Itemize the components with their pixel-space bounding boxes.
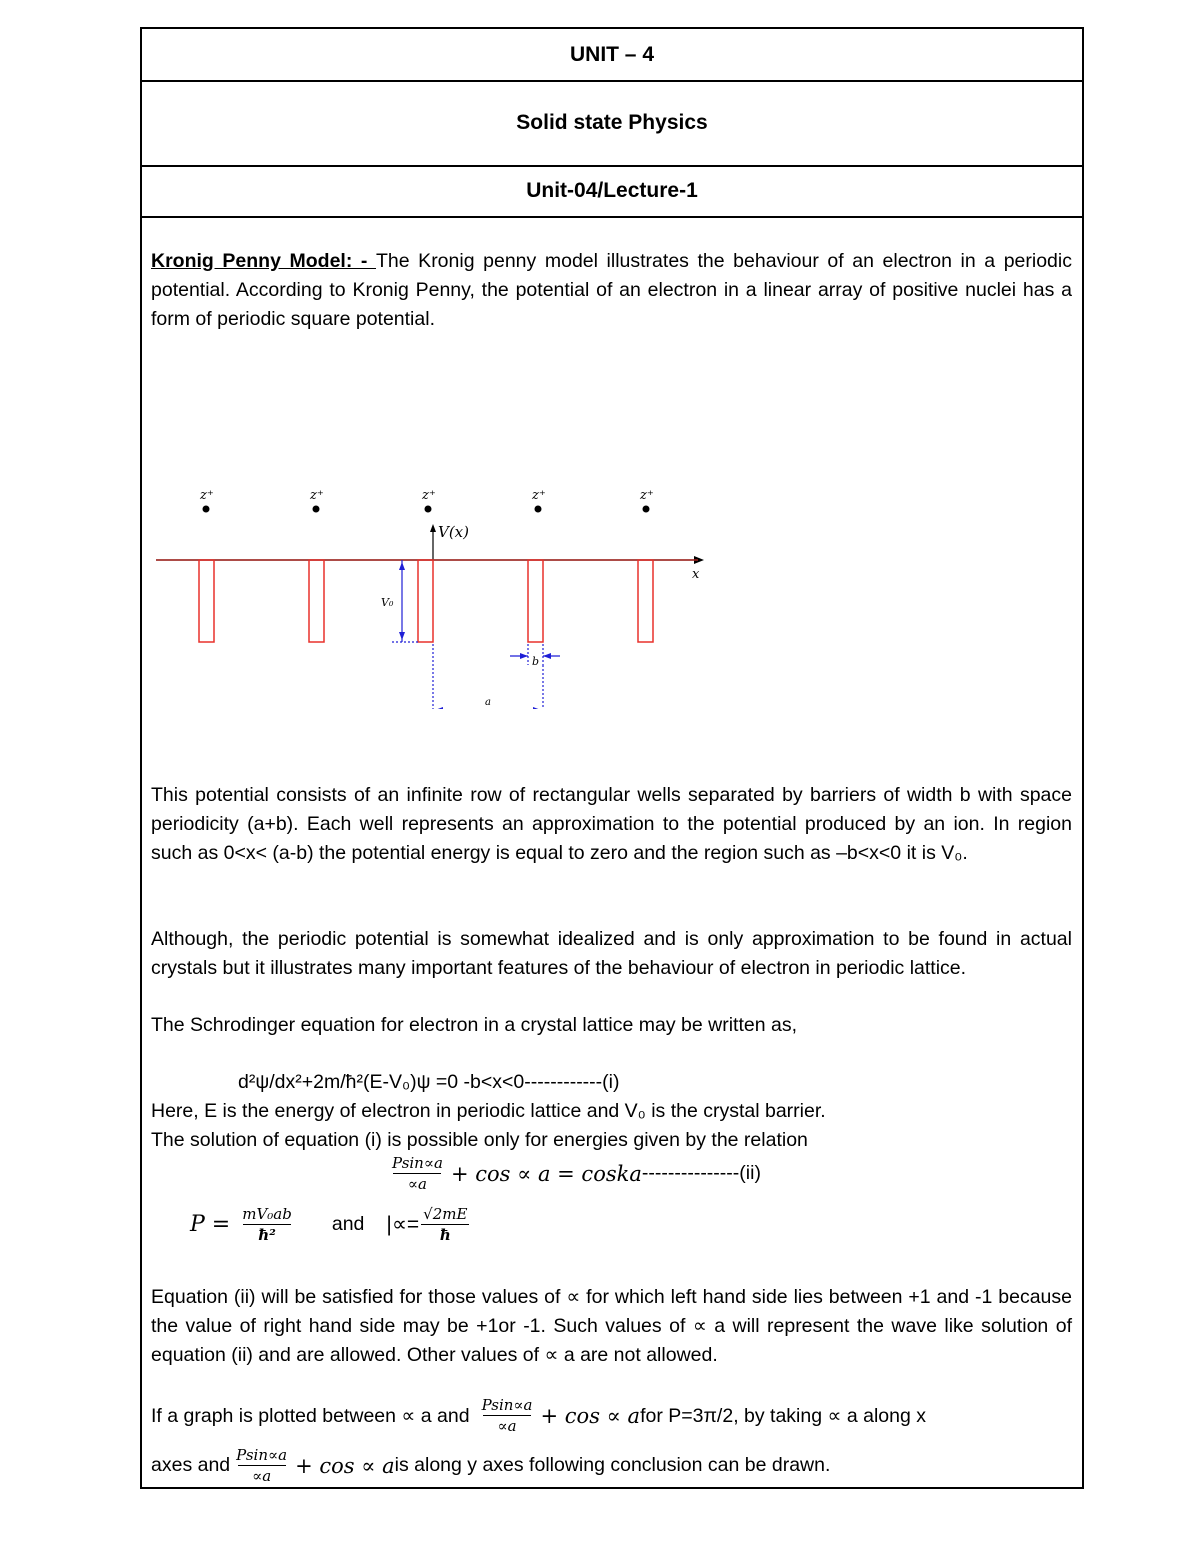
alpha-numerator: √2mE — [423, 1205, 468, 1223]
ion-dot — [643, 506, 650, 513]
alpha-denominator: ħ — [421, 1224, 469, 1245]
width-label: b — [532, 655, 540, 668]
alpha-definition-lhs: |∝= — [386, 1213, 420, 1236]
p-definition-lhs: P = — [190, 1212, 231, 1237]
ion-label: z⁺ — [532, 488, 546, 503]
kronig-penney-diagram — [142, 469, 742, 709]
y-axis-arrow-icon — [430, 524, 436, 532]
well — [418, 560, 433, 642]
ion-label: z⁺ — [310, 488, 324, 503]
lecture-title: Unit-04/Lecture-1 — [142, 165, 1082, 218]
ion-label: z⁺ — [200, 488, 214, 503]
well — [199, 560, 214, 642]
ion-dot — [313, 506, 320, 513]
fraction-denominator: ∝a — [393, 1173, 441, 1194]
final-line-1-fraction — [478, 1395, 537, 1436]
final-line-1-denominator: ∝a — [483, 1415, 531, 1436]
depth-dimension — [392, 560, 418, 642]
potential-wells — [156, 560, 698, 642]
paragraph-allowed-values: Equation (ii) will be satisfied for those values of ∝ for which left hand side lies between +1 and -1 because the value of right hand side may be +1or -1. Such values of ∝ a will represent the wave like solution of equation (ii) and are allowed. Other values of ∝ a are not allowed. — [151, 1286, 1072, 1366]
p-numerator: mV₀ab — [242, 1205, 292, 1223]
paragraph-schrodinger-intro: The Schrodinger equation for electron in a crystal lattice may be written as, — [151, 1014, 797, 1036]
equation-2-tag: ---------------(ii) — [641, 1162, 761, 1184]
definitions-row — [190, 1204, 471, 1245]
intro-paragraph — [151, 247, 1072, 334]
final-line-1-end: for P=3π/2, by taking ∝ a along x — [640, 1404, 926, 1427]
x-axis-label: x — [692, 567, 700, 582]
final-line-1-start: If a graph is plotted between ∝ a and — [151, 1404, 470, 1427]
final-line-2-denominator: ∝a — [238, 1465, 286, 1486]
intro-text: The Kronig penny model illustrates the behaviour of an electron in a periodic potential. According to Kronig Penny, the potential of an electron in a linear array of positive nuclei has a form of periodic square potential. — [151, 250, 1072, 330]
paragraph-solution: The solution of equation (i) is possible only for energies given by the relation — [151, 1129, 808, 1151]
equation-2-fraction — [388, 1153, 447, 1194]
final-line-1-numerator: Psin∝a — [481, 1396, 533, 1414]
ion-dot — [203, 506, 210, 513]
equation-1: d²ψ/dx²+2m/ħ²(E-V₀)ψ =0 -b<x<0------------(i) — [238, 1071, 620, 1093]
p-denominator: ħ² — [243, 1224, 291, 1245]
equation-2 — [388, 1153, 761, 1194]
period-label: a — [485, 697, 491, 708]
unit-title: UNIT – 4 — [142, 29, 1082, 82]
alpha-fraction — [419, 1204, 471, 1245]
p-fraction — [238, 1204, 296, 1245]
final-line-2 — [151, 1445, 830, 1486]
subject-title: Solid state Physics — [142, 80, 1082, 167]
final-line-1 — [151, 1395, 926, 1436]
ion-dot — [535, 506, 542, 513]
final-line-2-cos: + cos ∝ a — [295, 1453, 395, 1478]
equation-2-rest: + cos ∝ a = coska — [450, 1161, 642, 1186]
paragraph-potential: This potential consists of an infinite row of rectangular wells separated by barriers of width b with space periodicity (a+b). Each well represents an approximation to the potential produced by an ion. In region such as 0<x< (a-b) the potential energy is equal to zero and the region such as –b<x<0 it is V₀. — [151, 784, 1072, 864]
fraction-numerator: Psin∝a — [392, 1154, 443, 1172]
depth-label: V₀ — [381, 596, 394, 609]
well — [638, 560, 653, 642]
and-text: and — [331, 1213, 365, 1235]
paragraph-energy: Here, E is the energy of electron in periodic lattice and V₀ is the crystal barrier. — [151, 1100, 826, 1122]
paragraph-idealized: Although, the periodic potential is somewhat idealized and is only approximation to be found in actual crystals but it illustrates many important features of the behaviour of electron in periodic lattice. — [151, 928, 1072, 979]
final-line-2-start: axes and — [151, 1454, 231, 1476]
ion-label: z⁺ — [640, 488, 654, 503]
final-line-1-cos: + cos ∝ a — [540, 1403, 641, 1428]
well — [528, 560, 543, 642]
section-heading: Kronig Penny Model: - — [151, 250, 376, 272]
page-frame — [140, 27, 1084, 1489]
well — [309, 560, 324, 642]
y-axis-label: V(x) — [438, 523, 469, 541]
ion-label: z⁺ — [422, 488, 436, 503]
final-line-2-end: is along y axes following conclusion can be drawn. — [394, 1454, 831, 1476]
ion-dot — [425, 506, 432, 513]
final-line-2-numerator: Psin∝a — [236, 1446, 288, 1464]
ion-row — [199, 488, 654, 513]
final-line-2-fraction — [232, 1445, 291, 1486]
